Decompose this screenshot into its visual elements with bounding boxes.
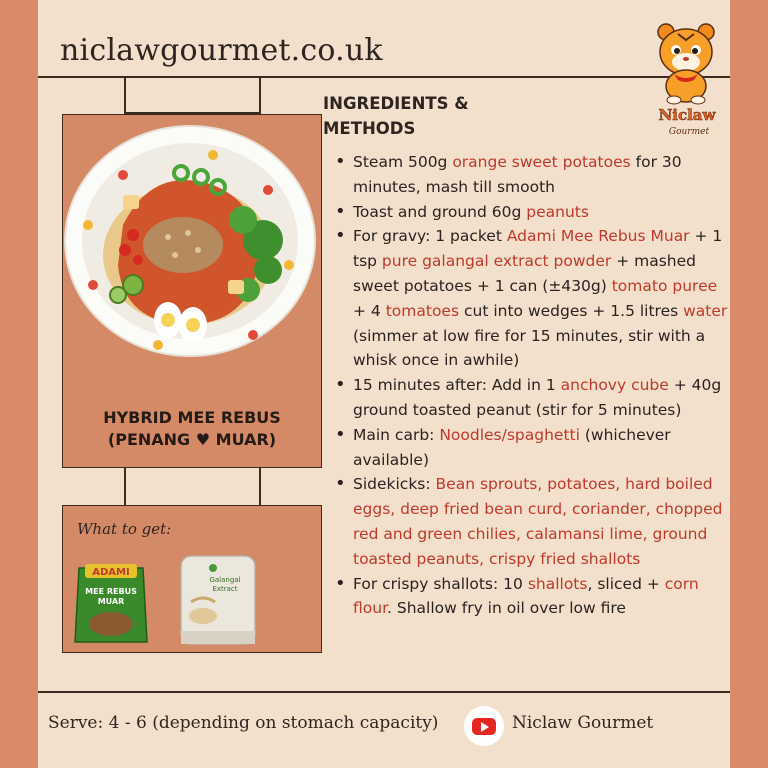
ingredient-text: + mashed sweet potatoes + 1 can (±430g) (353, 252, 696, 295)
highlighted-ingredient: tomato puree (611, 276, 718, 295)
ingredient-item (323, 423, 728, 473)
galangal-packet (181, 556, 255, 644)
recipe-card (38, 0, 730, 768)
highlighted-ingredient: tomatoes (385, 301, 460, 320)
ingredient-text: cut into wedges + 1.5 litres (459, 301, 684, 320)
ingredient-text: Toast and ground 60g (353, 202, 527, 221)
product1-brand: ADAMI (92, 567, 130, 578)
what-to-get-panel (62, 505, 322, 653)
highlighted-ingredient: Adami Mee Rebus Muar (506, 227, 690, 246)
adami-packet (75, 564, 147, 642)
ingredient-item (323, 200, 728, 225)
channel-name: Niclaw Gourmet (512, 713, 654, 733)
product1-name: MEE REBUS (85, 587, 137, 596)
heading-line: INGREDIENTS & (323, 94, 469, 113)
dish-panel (62, 114, 322, 468)
ingredient-text: Sidekicks: (353, 475, 436, 494)
product2-name: Extract (212, 585, 238, 593)
product2-name: Galangal (209, 576, 241, 584)
product-images (63, 506, 321, 652)
play-icon (481, 722, 489, 732)
highlighted-ingredient: Noodles/spaghetti (439, 425, 580, 444)
highlighted-ingredient: orange sweet potatoes (452, 153, 631, 171)
ingredient-text: Main carb: (353, 425, 440, 444)
ingredient-text: + 40g ground toasted peanut (stir for 5 minutes) (353, 376, 722, 419)
connector-line (124, 467, 126, 505)
ingredient-text: (simmer at low fire for 15 minutes, stir with a whisk once in awhile) (353, 326, 706, 370)
heading-line: METHODS (323, 119, 416, 138)
ingredient-text: For crispy shallots: 10 (353, 574, 528, 593)
serve-text: Serve: 4 - 6 (depending on stomach capacity) (48, 713, 439, 733)
niclaw-logo (644, 14, 730, 138)
ingredients-heading (323, 91, 523, 141)
connector-line (124, 76, 126, 114)
highlighted-ingredient: anchovy cube (560, 376, 669, 395)
site-url: niclawgourmet.co.uk (60, 33, 383, 68)
ingredient-item (323, 472, 728, 571)
ingredient-item (323, 224, 728, 373)
ingredient-item (323, 150, 728, 200)
product1-name: MUAR (97, 597, 125, 606)
ingredient-item (323, 572, 728, 622)
ingredient-text: For gravy: 1 packet (353, 227, 507, 246)
ingredient-text: , sliced + (587, 574, 665, 593)
logo-name: Niclaw (658, 106, 716, 124)
highlighted-ingredient: peanuts (526, 202, 589, 221)
ingredients-list (323, 150, 728, 621)
footer-divider (38, 691, 730, 693)
dish-photo (63, 115, 321, 405)
ingredient-text: Steam 500g (353, 153, 453, 171)
highlighted-ingredient: water (683, 301, 728, 320)
dish-title-line: (PENANG ♥ MUAR) (107, 430, 277, 449)
youtube-icon[interactable] (464, 706, 504, 746)
ingredient-text: for 30 minutes, mash till smooth (353, 153, 682, 196)
logo-sub: Gourmet (668, 127, 710, 137)
ingredient-text: + 1 tsp (353, 227, 723, 271)
connector-line (259, 467, 261, 505)
what-to-get-label: What to get: (77, 520, 172, 538)
highlighted-ingredient: Bean sprouts, potatoes, hard boiled eggs, deep fried bean curd, coriander, chopped red and green chilies, calamansi lime, ground toasted peanuts, crispy fried shallots (353, 475, 723, 568)
highlighted-ingredient: corn flour (353, 574, 699, 618)
ingredient-text: . Shallow fry in oil over low fire (387, 599, 626, 618)
highlighted-ingredient: pure galangal extract powder (381, 252, 612, 271)
connector-line (259, 76, 261, 114)
ingredient-text: + 4 (353, 301, 386, 320)
dish-title-line: HYBRID MEE REBUS (103, 408, 281, 427)
ingredient-text: 15 minutes after: Add in 1 (353, 376, 561, 395)
dish-title (63, 407, 321, 451)
highlighted-ingredient: shallots (527, 574, 588, 593)
ingredient-item (323, 373, 728, 423)
header-divider (38, 76, 730, 78)
ingredient-text: (whichever available) (353, 425, 671, 469)
